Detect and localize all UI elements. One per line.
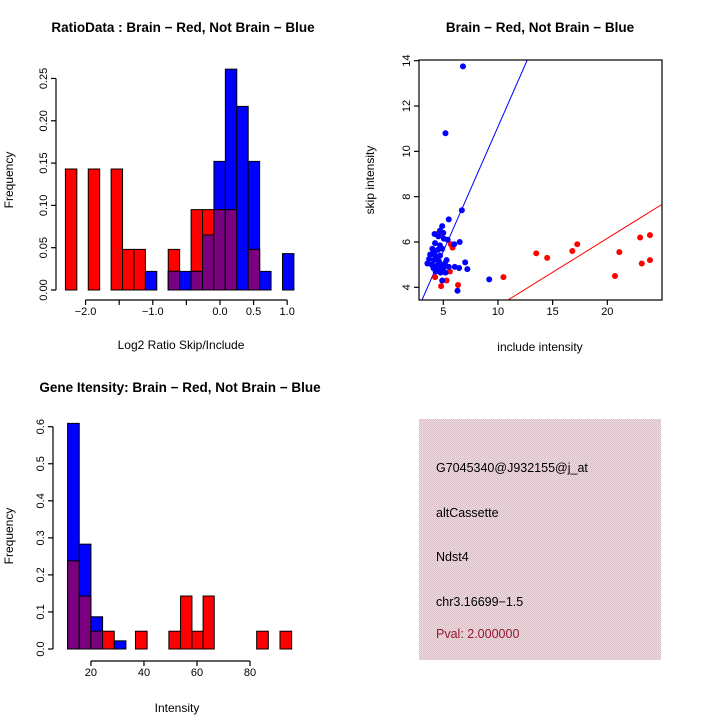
data-point-blue (442, 270, 448, 276)
y-tick-label: 0.0 (35, 641, 47, 657)
x-tick-label: 5 (440, 306, 447, 318)
data-point-red (544, 255, 550, 261)
y-tick-label: 0.15 (38, 152, 50, 174)
data-point-blue (464, 266, 470, 272)
data-point-blue (462, 259, 468, 265)
data-point-blue (445, 237, 451, 243)
hist-bar-notbrain (260, 271, 271, 290)
splice-event-type-text: altCassette (436, 506, 499, 520)
data-point-blue (442, 130, 448, 136)
data-point-red (432, 274, 438, 280)
hist-bar-brain (280, 631, 292, 649)
x-tick-label: 0.5 (245, 306, 262, 318)
hist-bar-notbrain (237, 106, 248, 290)
hist-bar-brain (169, 631, 181, 649)
scatter-panel (360, 0, 720, 360)
y-tick-label: 0.2 (35, 567, 47, 583)
genomic-location-text: chr3.16699−1.5 (436, 595, 524, 609)
hist-bar-brain (203, 596, 214, 649)
data-point-blue (486, 276, 492, 282)
data-point-blue (454, 288, 460, 294)
hist-bar-notbrain (180, 271, 191, 290)
hist-bar-notbrain (145, 271, 156, 290)
hist-bar-notbrain (282, 254, 293, 290)
data-point-blue (439, 278, 445, 284)
y-tick-label: 0.5 (35, 456, 47, 472)
x-tick-label: 40 (137, 667, 151, 679)
data-point-red (612, 273, 618, 279)
x-tick-label: 0.0 (212, 306, 228, 318)
data-point-blue (460, 63, 466, 69)
x-tick-label: 15 (546, 306, 559, 318)
ratio-histogram-ylabel: Frequency (2, 151, 16, 209)
scatter-xlabel: include intensity (497, 340, 583, 354)
hist-bar-brain (135, 631, 147, 649)
y-tick-label: 14 (401, 54, 413, 67)
hist-bar-brain (65, 169, 76, 290)
data-point-red (616, 249, 622, 255)
x-tick-label: −2.0 (74, 306, 97, 318)
x-tick-label: 60 (190, 667, 204, 679)
data-point-blue (435, 233, 441, 239)
data-point-red (438, 283, 444, 289)
data-point-blue (446, 264, 452, 270)
data-point-blue (451, 241, 457, 247)
ratio-histogram-panel (0, 0, 360, 360)
hist-bar-brain (123, 249, 134, 290)
data-point-blue (439, 246, 445, 252)
x-tick-label: 20 (84, 667, 98, 679)
data-point-red (647, 257, 653, 263)
y-tick-label: 10 (401, 145, 413, 158)
hist-bar-notbrain (114, 641, 126, 649)
data-point-red (500, 274, 506, 280)
data-point-red (533, 250, 539, 256)
hist-bar-overlap (191, 271, 202, 290)
y-tick-label: 12 (401, 99, 413, 113)
ratio-histogram-xlabel: Log2 Ratio Skip/Include (117, 338, 245, 352)
gene-histogram-ylabel: Frequency (2, 507, 16, 565)
hist-bar-brain (181, 596, 192, 649)
pval-text: Pval: 2.000000 (436, 627, 520, 641)
hist-bar-overlap (248, 249, 259, 290)
y-tick-label: 8 (401, 193, 413, 200)
y-tick-label: 0.05 (38, 236, 50, 259)
hist-bar-overlap (203, 235, 214, 290)
hist-bar-brain (192, 631, 203, 649)
y-tick-label: 0.20 (38, 110, 50, 132)
data-point-blue (456, 265, 462, 271)
data-point-blue (440, 230, 446, 236)
hist-bar-overlap (168, 271, 179, 290)
y-tick-label: 0.6 (35, 419, 47, 435)
data-point-red (647, 232, 653, 238)
x-tick-label: −1.0 (141, 306, 164, 318)
data-point-red (455, 282, 461, 288)
data-point-red (569, 248, 575, 254)
x-tick-label: 20 (601, 306, 614, 318)
hist-bar-brain (103, 631, 115, 649)
y-tick-label: 4 (401, 284, 413, 291)
y-tick-label: 0.00 (38, 279, 50, 301)
hist-bar-brain (257, 631, 269, 649)
scatter-ylabel: skip intensity (363, 145, 377, 215)
fit-line-red (508, 204, 662, 300)
y-tick-label: 0.4 (35, 493, 47, 509)
hist-bar-overlap (68, 561, 80, 649)
ratio-histogram-plot-area (38, 68, 295, 318)
data-point-red (639, 261, 645, 267)
scatter-title: Brain − Red, Not Brain − Blue (445, 20, 635, 35)
data-point-blue (446, 216, 452, 222)
gene-histogram-plot-area (35, 419, 292, 679)
data-point-blue (459, 207, 465, 213)
hist-bar-overlap (214, 210, 225, 290)
hist-bar-overlap (79, 596, 91, 649)
gene-histogram-panel (0, 360, 360, 720)
hist-bar-brain (134, 249, 145, 290)
x-tick-label: 80 (243, 667, 257, 679)
gene-histogram-title: Gene Itensity: Brain − Red, Not Brain − Blue (39, 380, 321, 395)
hist-bar-overlap (225, 210, 236, 290)
gene-name-text: Ndst4 (436, 550, 469, 564)
gene-histogram-xlabel: Intensity (154, 701, 200, 715)
hist-bar-brain (88, 169, 99, 290)
y-tick-label: 0.1 (35, 604, 47, 620)
x-tick-label: 10 (491, 306, 505, 318)
data-point-blue (457, 239, 463, 245)
y-tick-label: 0.3 (35, 530, 47, 546)
info-panel (419, 419, 661, 660)
probe-id-text: G7045340@J932155@j_at (436, 461, 588, 475)
scatter-plot-area (401, 55, 662, 318)
data-point-red (637, 234, 643, 240)
ratio-histogram-title: RatioData : Brain − Red, Not Brain − Blue (51, 20, 315, 35)
y-tick-label: 0.10 (38, 194, 50, 217)
y-tick-label: 0.25 (38, 67, 50, 90)
y-tick-label: 6 (401, 238, 413, 246)
hist-bar-overlap (91, 631, 103, 649)
x-tick-label: 1.0 (279, 306, 295, 318)
data-point-red (574, 241, 580, 247)
hist-bar-brain (111, 169, 122, 290)
